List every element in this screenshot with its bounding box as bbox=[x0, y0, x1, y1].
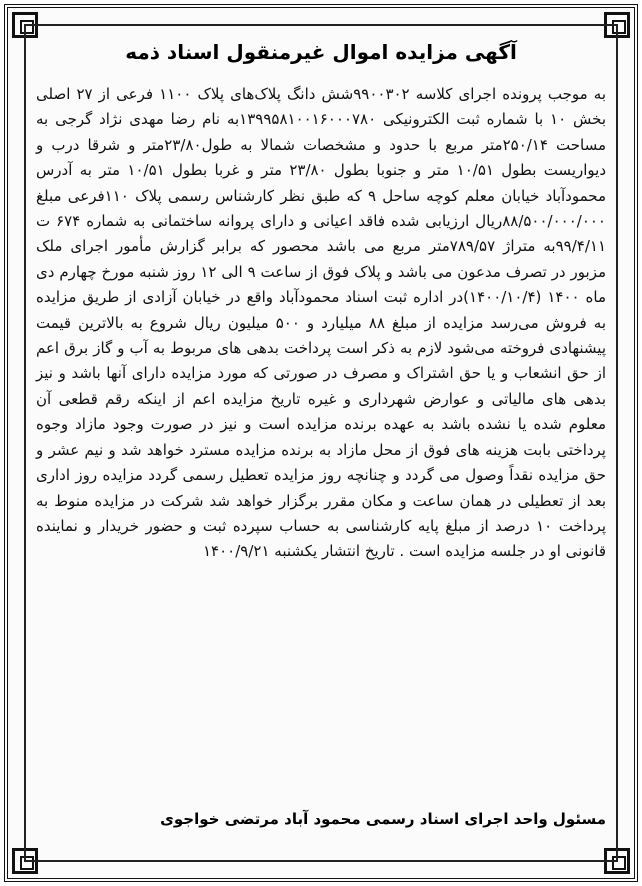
notice-body: به موجب پرونده اجرای کلاسه ۹۹۰۰۳۰۲شش دانگ پلاک‌های پلاک ۱۱۰۰ فرعی از ۲۷ اصلی بخش ۱۰ با شماره ثبت الکترونیکی ۱۳۹۹۵۸۱۰۰۱۶۰۰۰۷۸۰به نام رضا مهدی نژاد گرجی به مساحت ۲۵۰/۱۴متر مربع با حدود و مشخصات شمالا به طول۲۳/۸۰متر و شرقا درب و دیواریست بطول ۱۰/۵۱ متر و جنوبا بطول ۲۳/۸۰ متر و غربا بطول ۱۰/۵۱ متر به آدرس محمودآباد خیابان معلم کوچه ساحل ۹ که طبق نظر کارشناس رسمی پلاک ۱۱۰فرعی مبلغ ۸۸/۵۰۰/۰۰۰/۰۰۰ریال ارزیابی شده فاقد اعیانی و دارای پروانه ساختمانی به شماره ۶۷۴ ت ۹۹/۴/۱۱به متراژ ۷۸۹/۵۷متر مربع می باشد محصور که برابر گزارش مأمور اجرای ملک مزبور در تصرف مدعون می باشد و پلاک فوق از ساعت ۹ الی ۱۲ روز شنبه مورخ چهارم دی ماه ۱۴۰۰ (۱۴۰۰/۱۰/۴)در اداره ثبت اسناد محمودآباد واقع در خیابان آزادی از طریق مزایده به فروش می‌رسد مزایده از مبلغ ۸۸ میلیارد و ۵۰۰ میلیون ریال شروع به بالاترین قیمت پیشنهادی فروخته می‌شود لازم به ذکر است پرداخت بدهی های مربوط به آب و گاز برق اعم از حق انشعاب و یا حق اشتراک و مصرف در صورتی که مورد مزایده دارای آنها باشد و نیز بدهی های مالیاتی و عوارض شهرداری و غیره تاریخ مزایده اعم از اینکه رقم قطعی آن معلوم شده یا نشده باشد به عهده برنده مزایده است و نیز در صورت وجود مازاد وجوه پرداختی بابت هزینه های فوق از محل مازاد به برنده مزایده مسترد خواهد شد و نیم عشر و حق مزایده نقداً وصول می گردد و چنانچه روز مزایده تعطیل رسمی گردد مزایده روز اداری بعد از تعطیلی در همان ساعت و مکان مقرر برگزار خواهد شد شرکت در مزایده منوط به پرداخت ۱۰ درصد از مبلغ پایه کارشناسی به حساب سپرده ثبت و حضور خریدار و نماینده قانونی او در جلسه مزایده است . تاریخ انتشار یکشنبه ۱۴۰۰/۹/۲۱ bbox=[36, 85, 607, 561]
notice-signature: مسئول واحد اجرای اسناد رسمی محمود آباد مرتضی خواجوی bbox=[160, 810, 606, 828]
notice-title: آگهی مزایده اموال غیرمنقول اسناد ذمه bbox=[125, 40, 517, 64]
